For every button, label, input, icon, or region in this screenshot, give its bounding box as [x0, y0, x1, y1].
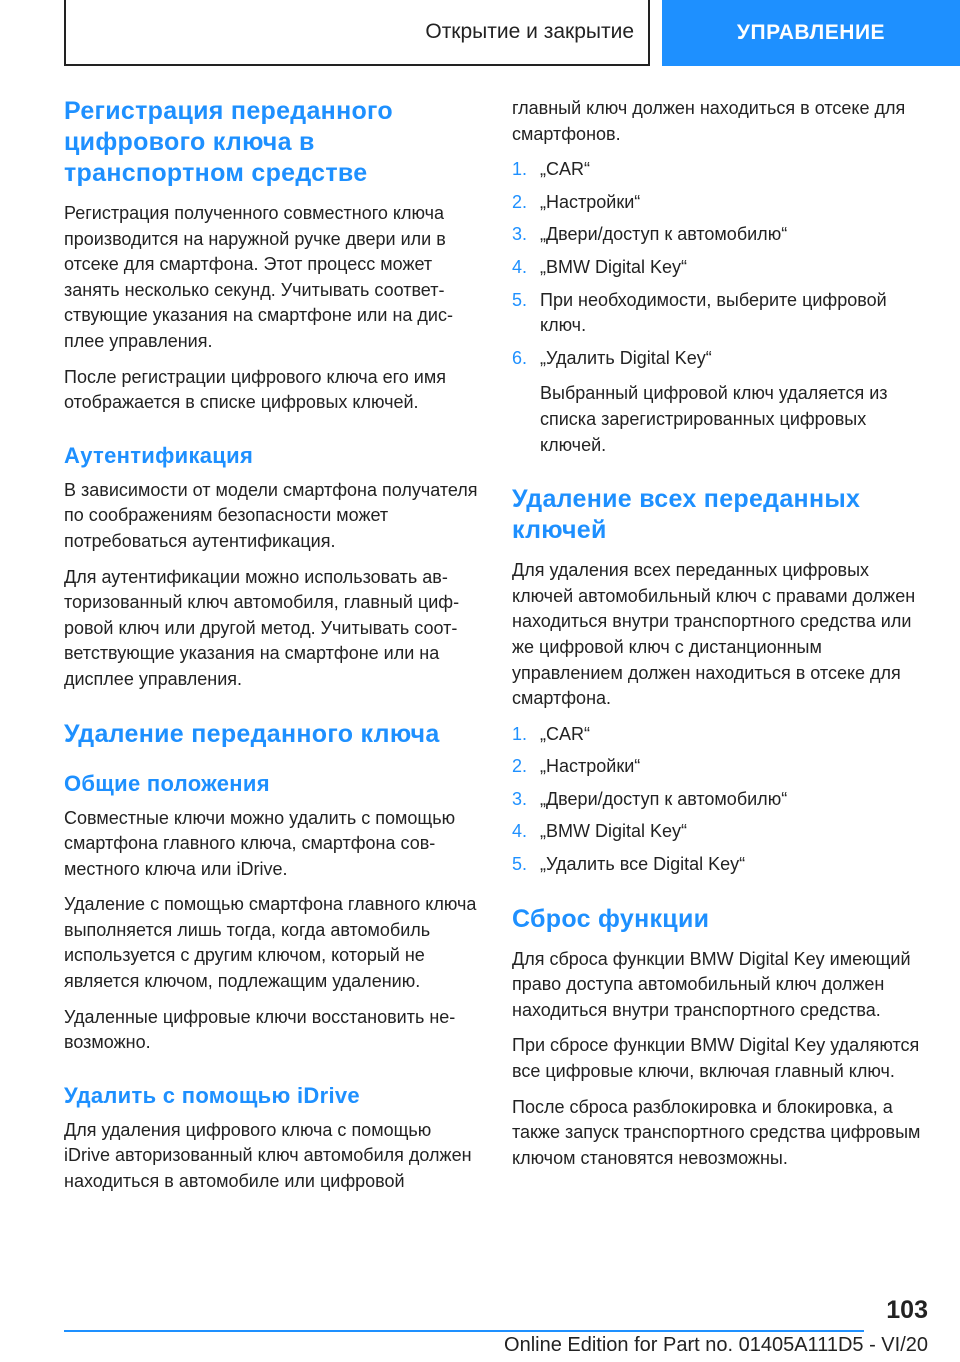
page-number: 103 — [886, 1296, 928, 1324]
step-text: „CAR“ — [540, 159, 590, 180]
step-text: При необходимости, выберите цифровой ключ. — [540, 289, 887, 336]
list-item — [512, 346, 930, 372]
list-item — [512, 157, 930, 183]
list-item — [512, 852, 930, 878]
paragraph-registration-2: После регистрации цифрового ключа его имя отображается в списке цифровых ключей. — [64, 366, 446, 413]
list-item — [512, 754, 930, 780]
step-number: 1. — [512, 159, 528, 180]
list-item — [512, 222, 930, 248]
step-text: „Двери/доступ к автомобилю“ — [540, 224, 788, 245]
chapter-tab: УПРАВЛЕНИЕ — [662, 0, 960, 66]
heading-delete-all: Удаление всех переданных ключей — [512, 485, 861, 545]
steps-delete-key — [512, 157, 930, 371]
section-title: Открытие и закрытие — [64, 0, 650, 66]
step-number: 3. — [512, 224, 528, 245]
paragraph-reset-1: Для сброса функции BMW Digital Key имеющий право доступа автомобильный ключ должен находиться внутри транспортного средства. — [512, 948, 911, 1020]
footer-edition: Online Edition for Part no. 01405A111D5 - VI/20 — [504, 1334, 928, 1356]
paragraph-general-3: Удаленные цифровые ключи восстановить невозможно. — [64, 1006, 456, 1053]
footer-divider — [64, 1330, 864, 1332]
paragraph-reset-3: После сброса разблокировка и блокировка, а также запуск транспортного средства цифровым ключом становятся невозможны. — [512, 1096, 921, 1168]
paragraph-registration-1: Регистрация полученного совместного ключа производится на наружной ручке двери или в отсеке для смартфона. Этот процесс может занять несколько секунд. Учитывать соответствующие указания на смартфоне или на дисплее управления. — [64, 203, 453, 351]
heading-general: Общие положения — [64, 770, 270, 796]
list-item — [512, 190, 930, 216]
page-header — [0, 0, 960, 66]
step-text: „BMW Digital Key“ — [540, 821, 688, 842]
heading-authentication: Аутентификация — [64, 442, 254, 468]
steps-delete-all — [512, 722, 930, 878]
step-number: 4. — [512, 256, 528, 277]
step-text: „Удалить все Digital Key“ — [540, 854, 746, 875]
paragraph-general-2: Удаление с помощью смартфона главного ключа выполняется лишь тогда, когда автомобиль используется с другим ключом, который не является ключом, подлежащим удалению. — [64, 894, 477, 992]
list-item — [512, 722, 930, 748]
paragraph-reset-2: При сбросе функции BMW Digital Key удаляются все цифровые ключи, включая главный ключ. — [512, 1035, 920, 1082]
step-text: „CAR“ — [540, 723, 590, 744]
step-text: „Удалить Digital Key“ — [540, 347, 712, 368]
step-text: „Настройки“ — [540, 191, 641, 212]
paragraph-authentication-2: Для аутентификации можно использовать авторизованный ключ автомобиля, главный цифровой ключ или другой метод. Учитывать соответствующие указания на смартфоне или на дисплее управления. — [64, 566, 460, 689]
step-number: 4. — [512, 821, 528, 842]
step-number: 3. — [512, 788, 528, 809]
step-number: 5. — [512, 289, 528, 310]
step-6-note: Выбранный цифровой ключ удаляется из списка зарегистрированных цифровых ключей. — [540, 383, 888, 455]
left-column — [64, 96, 482, 1205]
paragraph-authentication-1: В зависимости от модели смартфона получателя по соображениям безопасности может потребоваться аутентификация. — [64, 479, 478, 551]
heading-reset: Сброс функции — [512, 904, 710, 933]
step-text: „Двери/доступ к автомобилю“ — [540, 788, 788, 809]
step-number: 2. — [512, 191, 528, 212]
paragraph-delete-all: Для удаления всех переданных цифровых ключей автомобильный ключ с правами должен находиться внутри транспортного средства или же цифровой ключ с дистанционным управлением должен находиться в отсеке для смартфона. — [512, 560, 916, 709]
step-text: „Настройки“ — [540, 756, 641, 777]
step-number: 2. — [512, 756, 528, 777]
list-item — [512, 288, 930, 339]
step-number: 5. — [512, 854, 528, 875]
step-number: 6. — [512, 347, 528, 368]
step-number: 1. — [512, 723, 528, 744]
heading-delete-idrive: Удалить с помощью iDrive — [64, 1082, 360, 1108]
list-item — [512, 787, 930, 813]
list-item — [512, 255, 930, 281]
step-text: „BMW Digital Key“ — [540, 256, 688, 277]
heading-registration: Регистрация переданного цифрового ключа в транспортном средстве — [64, 97, 394, 187]
right-column — [512, 96, 930, 1181]
list-item — [512, 819, 930, 845]
paragraph-general-1: Совместные ключи можно удалить с помощью смартфона главного ключа, смартфона совместного ключа или iDrive. — [64, 807, 456, 879]
paragraph-continued: главный ключ должен находиться в отсеке для смартфонов. — [512, 98, 906, 144]
heading-delete-key: Удаление переданного ключа — [64, 719, 440, 748]
paragraph-idrive: Для удаления цифрового ключа с помощью iDrive авторизованный ключ автомобиля должен находиться в автомобиле или цифровой — [64, 1119, 472, 1192]
